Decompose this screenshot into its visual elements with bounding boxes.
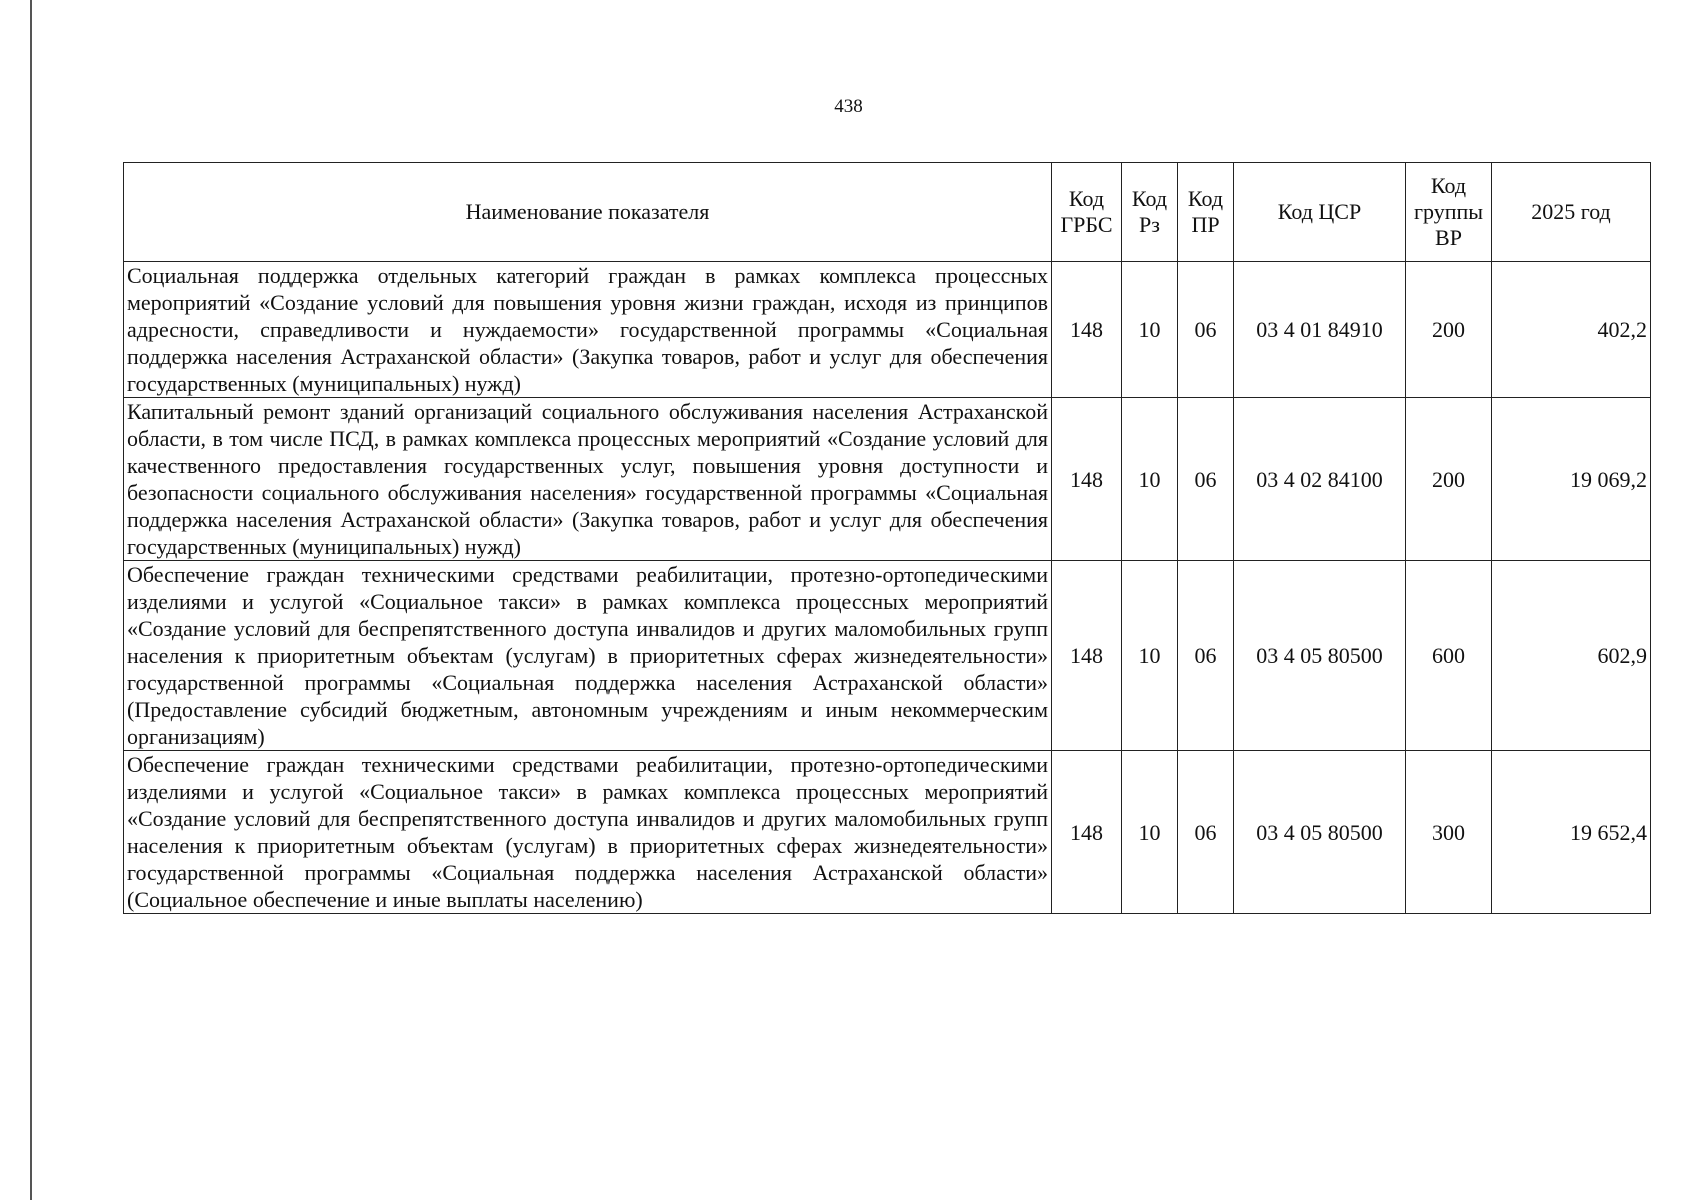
row-pr: 06	[1178, 262, 1234, 398]
row-vr: 200	[1406, 262, 1492, 398]
header-row	[124, 163, 1651, 262]
row-grbs: 148	[1052, 751, 1122, 914]
row-vr: 300	[1406, 751, 1492, 914]
row-pr: 06	[1178, 398, 1234, 561]
table-body	[124, 262, 1651, 914]
row-amount: 19 069,2	[1492, 398, 1651, 561]
table-row	[124, 561, 1651, 751]
row-csr: 03 4 01 84910	[1234, 262, 1406, 398]
scan-margin-line	[30, 0, 32, 1200]
table-header	[124, 163, 1651, 262]
row-name: Обеспечение граждан техническими средствами реабилитации, протезно-ортопедическими изделиями и услугой «Социальное такси» в рамках комплекса процессных мероприятий «Создание условий для беспрепятственного доступа инвалидов и других маломобильных групп населения к приоритетным объектам (услугам) в приоритетных сферах жизнедеятельности» государственной программы «Социальная поддержка населения Астраханской области» (Социальное обеспечение и иные выплаты населению)	[124, 751, 1052, 914]
row-amount: 402,2	[1492, 262, 1651, 398]
row-grbs: 148	[1052, 262, 1122, 398]
row-csr: 03 4 02 84100	[1234, 398, 1406, 561]
header-year: 2025 год	[1492, 163, 1651, 262]
row-vr: 200	[1406, 398, 1492, 561]
table-row	[124, 751, 1651, 914]
row-pr: 06	[1178, 561, 1234, 751]
header-csr: Код ЦСР	[1234, 163, 1406, 262]
row-rz: 10	[1122, 561, 1178, 751]
row-vr: 600	[1406, 561, 1492, 751]
row-csr: 03 4 05 80500	[1234, 561, 1406, 751]
row-name: Социальная поддержка отдельных категорий граждан в рамках комплекса процессных мероприятий «Создание условий для повышения уровня жизни граждан, исходя из принципов адресности, справедливости и нуждаемости» государственной программы «Социальная поддержка населения Астраханской области» (Закупка товаров, работ и услуг для обеспечения государственных (муниципальных) нужд)	[124, 262, 1052, 398]
header-vr: Код группы ВР	[1406, 163, 1492, 262]
row-pr: 06	[1178, 751, 1234, 914]
header-rz: Код Рз	[1122, 163, 1178, 262]
row-amount: 19 652,4	[1492, 751, 1651, 914]
table-row	[124, 262, 1651, 398]
row-grbs: 148	[1052, 398, 1122, 561]
row-rz: 10	[1122, 262, 1178, 398]
row-grbs: 148	[1052, 561, 1122, 751]
header-grbs: Код ГРБС	[1052, 163, 1122, 262]
row-rz: 10	[1122, 751, 1178, 914]
row-csr: 03 4 05 80500	[1234, 751, 1406, 914]
table-row	[124, 398, 1651, 561]
budget-table	[123, 162, 1651, 914]
row-amount: 602,9	[1492, 561, 1651, 751]
row-name: Капитальный ремонт зданий организаций социального обслуживания населения Астраханской области, в том числе ПСД, в рамках комплекса процессных мероприятий «Создание условий для качественного предоставления государственных услуг, повышения уровня доступности и безопасности социального обслуживания населения» государственной программы «Социальная поддержка населения Астраханской области» (Закупка товаров, работ и услуг для обеспечения государственных (муниципальных) нужд)	[124, 398, 1052, 561]
row-rz: 10	[1122, 398, 1178, 561]
header-name: Наименование показателя	[124, 163, 1052, 262]
page-number: 438	[834, 96, 863, 117]
header-pr: Код ПР	[1178, 163, 1234, 262]
row-name: Обеспечение граждан техническими средствами реабилитации, протезно-ортопедическими изделиями и услугой «Социальное такси» в рамках комплекса процессных мероприятий «Создание условий для беспрепятственного доступа инвалидов и других маломобильных групп населения к приоритетным объектам (услугам) в приоритетных сферах жизнедеятельности» государственной программы «Социальная поддержка населения Астраханской области» (Предоставление субсидий бюджетным, автономным учреждениям и иным некоммерческим организациям)	[124, 561, 1052, 751]
